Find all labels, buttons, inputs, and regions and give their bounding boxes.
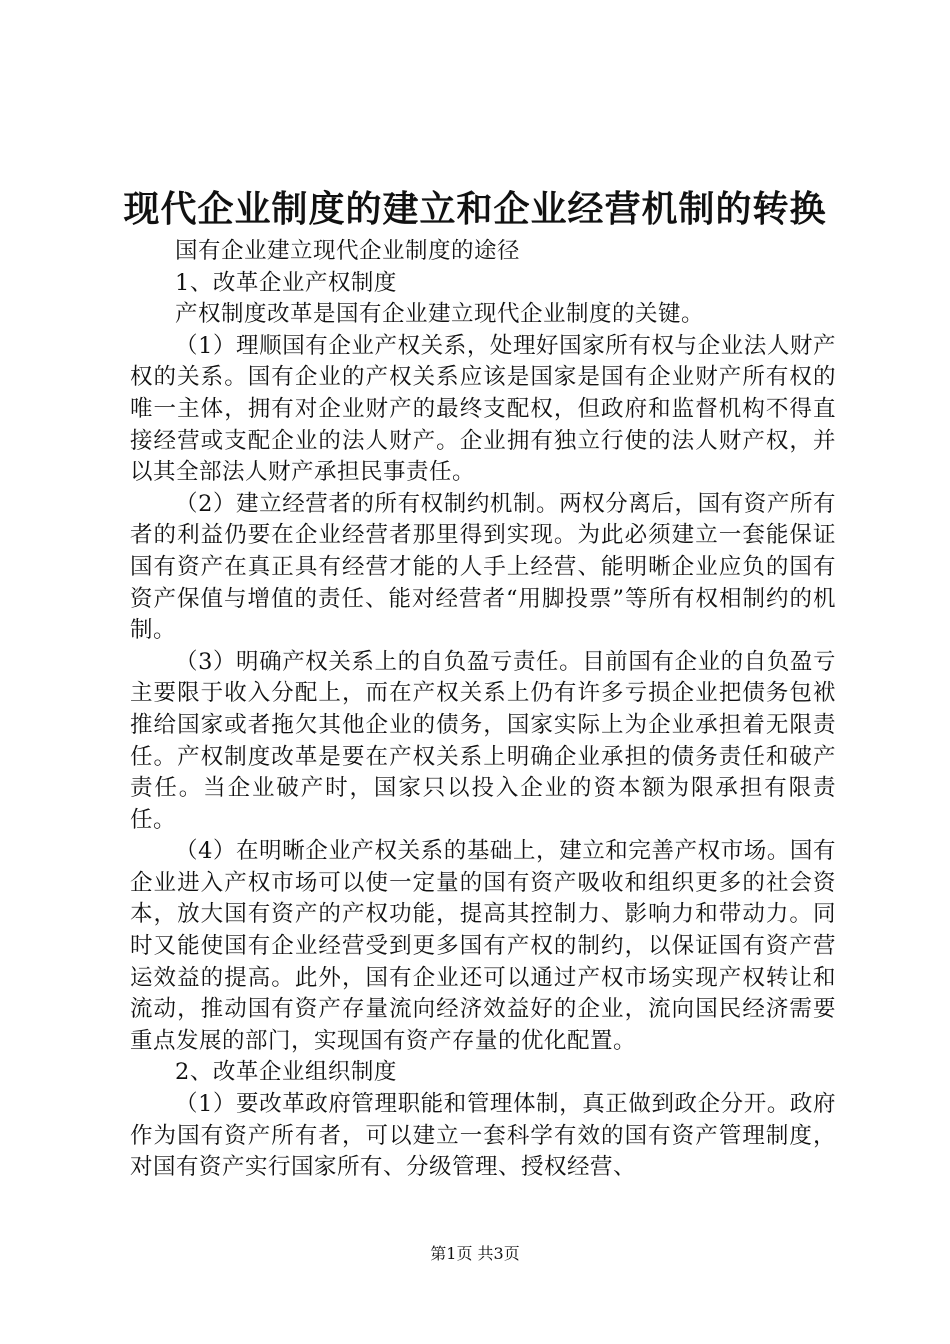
section-heading: 国有企业建立现代企业制度的途径 — [175, 238, 521, 264]
paragraph: （1）理顺国有企业产权关系，处理好国家所有权与企业法人财产权的关系。国有企业的产权关系应该是国家是国有企业财产所有权的唯一主体，拥有对企业财产的最终支配权，但政府和监督机构不得直接经营或支配企业的法人财产。企业拥有独立行使的法人财产权，并以其全部法人财产承担民事责任。 — [130, 332, 836, 486]
subsection-heading: 2、改革企业组织制度 — [175, 1059, 397, 1086]
page-number-footer: 第1页 共3页 — [430, 1244, 520, 1263]
paragraph: （3）明确产权关系上的自负盈亏责任。目前国有企业的自负盈亏主要限于收入分配上，而在产权关系上仍有许多亏损企业把债务包袱推给国家或者拖欠其他企业的债务，国家实际上为企业承担着无限责任。产权制度改革是要在产权关系上明确企业承担的债务责任和破产责任。当企业破产时，国家只以投入企业的资本额为限承担有限责任。 — [130, 648, 836, 833]
paragraph: 产权制度改革是国有企业建立现代企业制度的关键。 — [175, 301, 705, 328]
document-title: 现代企业制度的建立和企业经营机制的转换 — [123, 189, 827, 230]
paragraph: （4）在明晰企业产权关系的基础上，建立和完善产权市场。国有企业进入产权市场可以使一定量的国有资产吸收和组织更多的社会资本，放大国有资产的产权功能，提高其控制力、影响力和带动力。同时又能使国有企业经营受到更多国有产权的制约，以保证国有资产营运效益的提高。此外，国有企业还可以通过产权市场实现产权转让和流动，推动国有资产存量流向经济效益好的企业，流向国民经济需要重点发展的部门，实现国有资产存量的优化配置。 — [130, 838, 836, 1054]
subsection-heading: 1、改革企业产权制度 — [175, 269, 397, 296]
paragraph: （1）要改革政府管理职能和管理体制，真正做到政企分开。政府作为国有资产所有者，可以建立一套科学有效的国有资产管理制度，对国有资产实行国家所有、分级管理、授权经营、 — [130, 1091, 836, 1181]
document-body — [130, 236, 836, 1184]
paragraph: （2）建立经营者的所有权制约机制。两权分离后，国有资产所有者的利益仍要在企业经营者那里得到实现。为此必须建立一套能保证国有资产在真正具有经营才能的人手上经营、能明晰企业应负的国有资产保值与增值的责任、能对经营者“用脚投票”等所有权相制约的机制。 — [130, 490, 836, 644]
